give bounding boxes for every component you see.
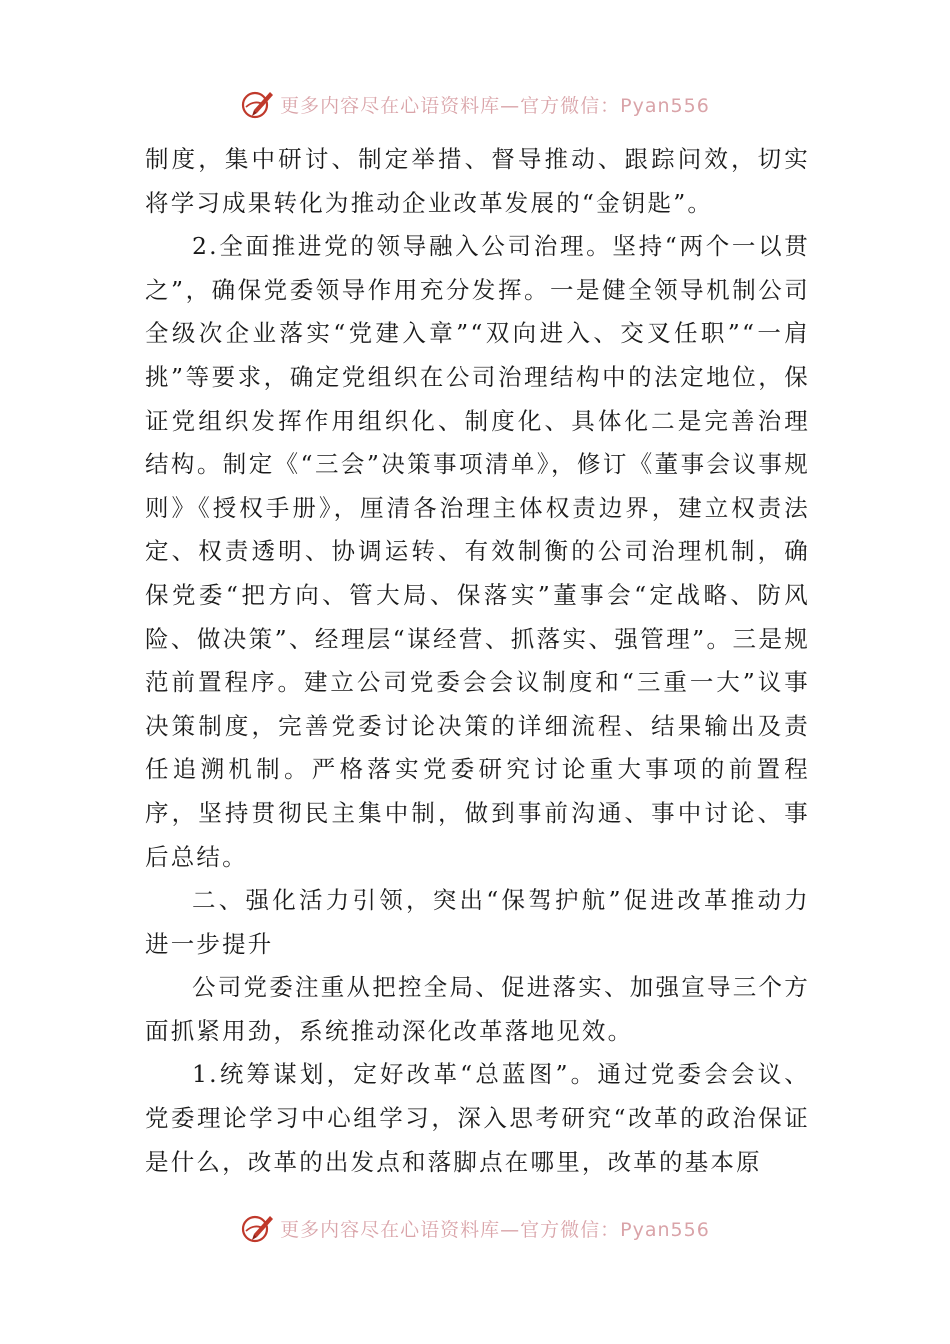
section-heading: 二、强化活力引领，突出“保驾护航”促进改革推动力进一步提升: [145, 886, 810, 958]
footer-banner-text: 更多内容尽在心语资料库—官方微信：Pyan556: [280, 1218, 710, 1241]
header-banner-text: 更多内容尽在心语资料库—官方微信：Pyan556: [280, 94, 710, 117]
paragraph: 1.统筹谋划，定好改革“总蓝图”。通过党委会会议、党委理论学习中心组学习，深入思考研究“改革的政治保证是什么，改革的出发点和落脚点在哪里，改革的基本原: [145, 1060, 810, 1176]
paragraph: 制度，集中研讨、制定举措、督导推动、跟踪问效，切实将学习成果转化为推动企业改革发展的“金钥匙”。: [145, 145, 810, 217]
paragraph: 公司党委注重从把控全局、促进落实、加强宣导三个方面抓紧用劲，系统推动深化改革落地见效。: [145, 973, 810, 1045]
pen-logo-icon: [240, 1210, 276, 1246]
document-body: [145, 138, 810, 1184]
pen-logo-icon: [240, 86, 276, 122]
footer-banner: [0, 1208, 950, 1248]
header-banner: [0, 84, 950, 124]
paragraph: 2.全面推进党的领导融入公司治理。坚持“两个一以贯之”，确保党委领导作用充分发挥。一是健全领导机制公司全级次企业落实“党建入章”“双向进入、交叉任职”“一肩挑”等要求，确定党组织在公司治理结构中的法定地位，保证党组织发挥作用组织化、制度化、具体化二是完善治理结构。制定《“三会”决策事项清单》，修订《董事会议事规则》《授权手册》，厘清各治理主体权责边界，建立权责法定、权责透明、协调运转、有效制衡的公司治理机制，确保党委“把方向、管大局、保落实”董事会“定战略、防风险、做决策”、经理层“谋经营、抓落实、强管理”。三是规范前置程序。建立公司党委会会议制度和“三重一大”议事决策制度，完善党委讨论决策的详细流程、结果输出及责任追溯机制。严格落实党委研究讨论重大事项的前置程序，坚持贯彻民主集中制，做到事前沟通、事中讨论、事后总结。: [145, 232, 811, 871]
